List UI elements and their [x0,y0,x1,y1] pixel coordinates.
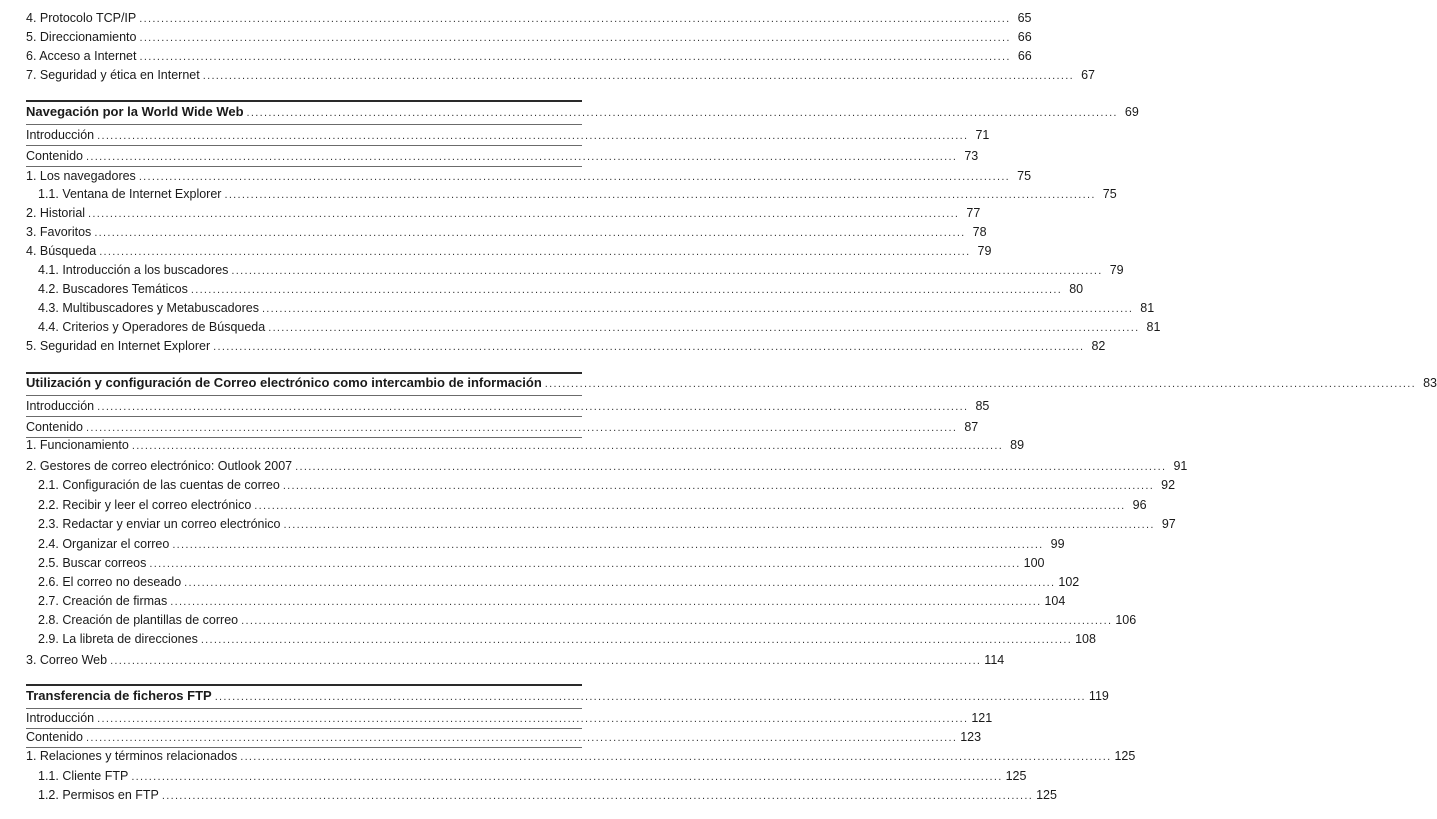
toc-entry-seguridad [26,66,1095,84]
dot-leader: ........................................................................................................................................................................................................ [261,303,1134,315]
toc-entry [26,709,993,727]
dot-leader: ........................................................................................................................................................................................................ [88,208,960,220]
section-title-correo [26,374,1437,392]
dot-leader: ........................................................................................................................................................................................................ [295,461,1167,473]
entry-page: 121 [971,711,993,725]
dot-leader: ........................................................................................................................................................................................................ [86,151,958,163]
dot-leader: ........................................................................................................................................................................................................ [170,596,1042,608]
toc-subentry [38,630,1096,648]
entry-page: 96 [1132,498,1147,512]
dot-leader: ........................................................................................................................................................................................................ [283,519,1155,531]
entry-page: 85 [975,399,990,413]
entry-label: 4.2. Buscadores Temáticos [38,282,188,296]
section-page: 83 [1423,376,1437,390]
section-rule [26,395,582,396]
entry-label: 6. Acceso a Internet [26,49,137,63]
toc-entry [26,397,990,415]
entry-label: 4.3. Multibuscadores y Metabuscadores [38,301,259,315]
entry-label: 1. Relaciones y términos relacionados [26,749,238,763]
entry-label: 4. Búsqueda [26,244,97,258]
entry-label: 5. Direccionamiento [26,30,137,44]
entry-page: 125 [1005,769,1027,783]
dot-leader: ........................................................................................................................................................................................................ [214,691,1086,703]
entry-label: 2.7. Creación de firmas [38,594,168,608]
entry-page: 114 [984,653,1005,667]
entry-page: 71 [975,128,990,142]
dot-leader: ........................................................................................................................................................................................................ [200,634,1073,646]
dot-leader: ........................................................................................................................................................................................................ [149,558,1021,570]
toc-entry [26,747,1136,765]
dot-leader: ........................................................................................................................................................................................................ [282,480,1155,492]
dot-leader: ........................................................................................................................................................................................................ [190,284,1063,296]
section-rule [26,124,582,125]
toc-subentry [38,476,1176,494]
entry-page: 106 [1115,613,1137,627]
toc-subentry [38,535,1065,553]
entry-label: Introducción [26,128,95,142]
entry-page: 97 [1161,517,1176,531]
dot-leader: ........................................................................................................................................................................................................ [131,440,1004,452]
entry-label: 2.5. Buscar correos [38,556,147,570]
toc-subentry [38,611,1137,629]
entry-page: 99 [1050,537,1065,551]
entry-label: Introducción [26,711,95,725]
entry-label: 1.1. Cliente FTP [38,769,129,783]
entry-page: 80 [1069,282,1084,296]
section-title: Navegación por la World Wide Web [26,104,244,119]
dot-leader: ........................................................................................................................................................................................................ [224,189,1096,201]
toc-subentry [38,185,1117,203]
dot-leader: ........................................................................................................................................................................................................ [138,171,1011,183]
toc-entry [26,337,1106,355]
toc-entry [26,436,1025,454]
entry-page: 81 [1140,301,1155,315]
entry-page: 125 [1114,749,1136,763]
entry-page: 75 [1102,187,1117,201]
dot-leader: ........................................................................................................................................................................................................ [97,401,969,413]
entry-page: 91 [1173,459,1188,473]
toc-entry [26,242,992,260]
entry-label: 2.4. Organizar el correo [38,537,170,551]
entry-page: 66 [1017,30,1032,44]
entry-page: 77 [966,206,981,220]
entry-label: 3. Correo Web [26,653,108,667]
entry-page: 66 [1017,49,1032,63]
dot-leader: ........................................................................................................................................................................................................ [139,13,1011,25]
dot-leader: ........................................................................................................................................................................................................ [213,341,1085,353]
entry-label: 4.4. Criterios y Operadores de Búsqueda [38,320,266,334]
entry-label: 4. Protocolo TCP/IP [26,11,137,25]
dot-leader: ........................................................................................................................................................................................................ [240,751,1112,763]
dot-leader: ........................................................................................................................................................................................................ [139,51,1011,63]
entry-label: 5. Seguridad en Internet Explorer [26,339,211,353]
dot-leader: ........................................................................................................................................................................................................ [86,422,958,434]
dot-leader: ........................................................................................................................................................................................................ [184,577,1056,589]
toc-entry [26,728,982,746]
entry-label: 2. Historial [26,206,86,220]
toc-entry-tcpip [26,9,1032,27]
section-title: Transferencia de ficheros FTP [26,688,212,703]
toc-entry-direccionamiento [26,28,1032,46]
toc-subentry [38,592,1066,610]
toc-subentry [38,318,1161,336]
dot-leader: ........................................................................................................................................................................................................ [172,539,1044,551]
dot-leader: ........................................................................................................................................................................................................ [139,32,1011,44]
entry-label: 2.6. El correo no deseado [38,575,182,589]
entry-label: 1.1. Ventana de Internet Explorer [38,187,222,201]
dot-leader: ........................................................................................................................................................................................................ [231,265,1103,277]
toc-subentry [38,299,1155,317]
entry-page: 73 [964,149,979,163]
entry-label: Contenido [26,730,83,744]
entry-page: 108 [1075,632,1096,646]
dot-leader: ........................................................................................................................................................................................................ [161,790,1034,802]
entry-label: 2.3. Redactar y enviar un correo electrónico [38,517,281,531]
toc-entry [26,147,979,165]
toc-entry [26,457,1188,475]
section-page: 119 [1088,689,1109,703]
entry-page: 125 [1036,788,1057,802]
entry-page: 92 [1161,478,1176,492]
entry-label: 3. Favoritos [26,225,92,239]
section-title-ftp [26,687,1109,705]
entry-page: 79 [1109,263,1124,277]
toc-entry [26,223,987,241]
entry-page: 67 [1081,68,1095,82]
entry-page: 87 [964,420,979,434]
entry-label: 2. Gestores de correo electrónico: Outlook 2007 [26,459,293,473]
entry-page: 65 [1017,11,1032,25]
entry-label: 1. Los navegadores [26,169,136,183]
section-rule [26,100,582,102]
toc-entry-acceso [26,47,1032,65]
dot-leader: ........................................................................................................................................................................................................ [241,615,1113,627]
toc-subentry [38,496,1147,514]
section-title: Utilización y configuración de Correo electrónico como intercambio de información [26,375,542,390]
toc-subentry [38,573,1080,591]
toc-subentry [38,261,1124,279]
entry-page: 102 [1058,575,1080,589]
section-page: 69 [1124,105,1139,119]
entry-label: 7. Seguridad y ética en Internet [26,68,200,82]
section-rule [26,684,582,686]
toc-subentry [38,767,1027,785]
toc-entry [26,651,1005,669]
dot-leader: ........................................................................................................................................................................................................ [97,130,969,142]
entry-page: 82 [1091,339,1106,353]
section-title-navegacion [26,103,1139,121]
entry-page: 100 [1023,556,1045,570]
dot-leader: ........................................................................................................................................................................................................ [544,378,1416,390]
entry-label: 1. Funcionamiento [26,438,129,452]
dot-leader: ........................................................................................................................................................................................................ [110,655,982,667]
dot-leader: ........................................................................................................................................................................................................ [94,227,966,239]
entry-label: 1.2. Permisos en FTP [38,788,159,802]
toc-entry [26,167,1032,185]
entry-label: 2.8. Creación de plantillas de correo [38,613,239,627]
dot-leader: ........................................................................................................................................................................................................ [246,107,1118,119]
entry-label: 2.2. Recibir y leer el correo electrónico [38,498,252,512]
entry-page: 75 [1017,169,1032,183]
entry-page: 104 [1044,594,1066,608]
dot-leader: ........................................................................................................................................................................................................ [254,500,1126,512]
entry-label: 2.9. La libreta de direcciones [38,632,198,646]
entry-page: 78 [972,225,987,239]
entry-label: 4.1. Introducción a los buscadores [38,263,229,277]
dot-leader: ........................................................................................................................................................................................................ [99,246,971,258]
entry-label: Introducción [26,399,95,413]
dot-leader: ........................................................................................................................................................................................................ [97,713,969,725]
toc-entry [26,204,981,222]
entry-label: Contenido [26,420,83,434]
toc-entry [26,418,979,436]
toc-subentry [38,786,1057,804]
entry-page: 81 [1146,320,1161,334]
toc-entry [26,126,990,144]
entry-label: Contenido [26,149,83,163]
toc-subentry [38,280,1084,298]
entry-page: 79 [977,244,992,258]
entry-label: 2.1. Configuración de las cuentas de correo [38,478,280,492]
toc-subentry [38,554,1045,572]
row-rule [26,145,582,146]
toc-subentry [38,515,1176,533]
dot-leader: ........................................................................................................................................................................................................ [202,70,1074,82]
dot-leader: ........................................................................................................................................................................................................ [86,732,958,744]
entry-page: 89 [1010,438,1025,452]
dot-leader: ........................................................................................................................................................................................................ [131,771,1003,783]
dot-leader: ........................................................................................................................................................................................................ [268,322,1140,334]
row-rule [26,416,582,417]
entry-page: 123 [960,730,982,744]
